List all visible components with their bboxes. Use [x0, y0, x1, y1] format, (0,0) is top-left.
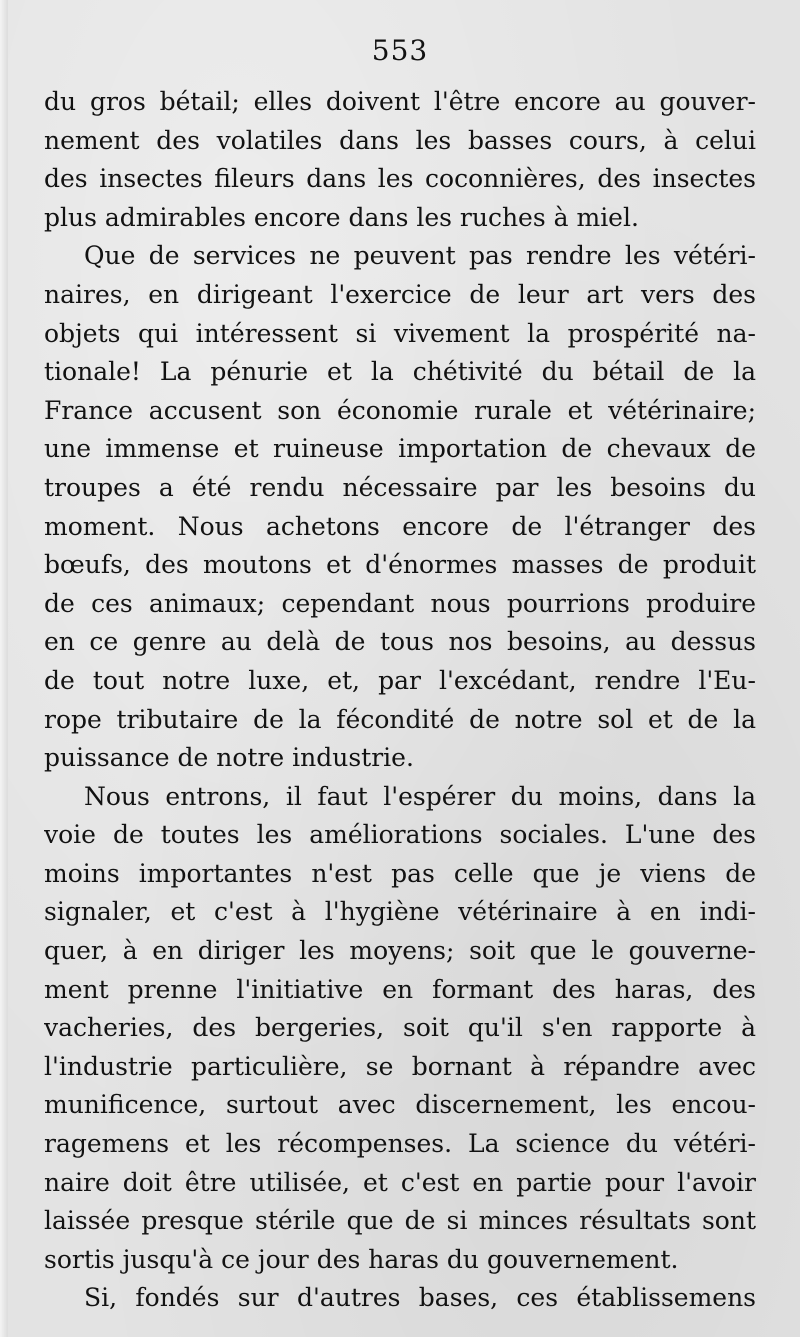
text-line: munificence, surtout avec discernement, les encou- [44, 1090, 756, 1120]
text-line: Si, fondés sur d'autres bases, ces établissemens [84, 1283, 756, 1313]
text-line: moins importantes n'est pas celle que je viens de [44, 858, 756, 888]
text-line: signaler, et c'est à l'hygiène vétérinaire à en indi- [44, 897, 756, 927]
text-line: France accusent son économie rurale et vétérinaire; [44, 395, 756, 425]
text-line: objets qui intéressent si vivement la prospérité na- [44, 318, 756, 348]
text-line: ragemens et les récompenses. La science du vétéri- [44, 1129, 756, 1159]
text-line: des insectes fileurs dans les coconnières, des insectes [44, 164, 756, 194]
text-line: ment prenne l'initiative en formant des haras, des [44, 974, 756, 1004]
text-line: du gros bétail; elles doivent l'être encore au gouver- [44, 87, 756, 116]
text-line: troupes a été rendu nécessaire par les besoins du [44, 472, 756, 502]
text-line: sortis jusqu'à ce jour des haras du gouvernement. [44, 1244, 679, 1274]
text-line: voie de toutes les améliorations sociales. L'une des [44, 820, 756, 850]
body-text [44, 83, 756, 1318]
text-line: tionale! La pénurie et la chétivité du bétail de la [44, 357, 756, 387]
text-line: l'industrie particulière, se bornant à répandre avec [44, 1051, 756, 1081]
page-edge [0, 0, 8, 1337]
text-line: de ces animaux; cependant nous pourrions produire [44, 588, 756, 618]
text-line: en ce genre au delà de tous nos besoins, au dessus [44, 627, 756, 657]
text-line: nement des volatiles dans les basses cours, à celui [44, 125, 756, 155]
text-line: une immense et ruineuse importation de chevaux de [44, 434, 756, 464]
text-line: Nous entrons, il faut l'espérer du moins, dans la [84, 781, 756, 811]
text-line: puissance de notre industrie. [44, 743, 414, 773]
text-line: plus admirables encore dans les ruches à miel. [44, 202, 639, 232]
text-line: de tout notre luxe, et, par l'excédant, rendre l'Eu- [44, 665, 756, 695]
text-line: rope tributaire de la fécondité de notre sol et de la [44, 704, 756, 734]
text-line: naire doit être utilisée, et c'est en partie pour l'avoir [44, 1167, 756, 1197]
text-line: naires, en dirigeant l'exercice de leur art vers des [44, 279, 756, 309]
text-line: laissée presque stérile que de si minces résultats sont [44, 1206, 756, 1236]
text-line: bœufs, des moutons et d'énormes masses de produit [44, 550, 756, 580]
text-line: quer, à en diriger les moyens; soit que le gouverne- [44, 936, 756, 966]
page-number: 553 [371, 34, 429, 67]
text-line: vacheries, des bergeries, soit qu'il s'en rapporte à [44, 1013, 756, 1043]
text-line: Que de services ne peuvent pas rendre les vétéri- [84, 241, 756, 271]
text-line: moment. Nous achetons encore de l'étranger des [44, 511, 756, 541]
